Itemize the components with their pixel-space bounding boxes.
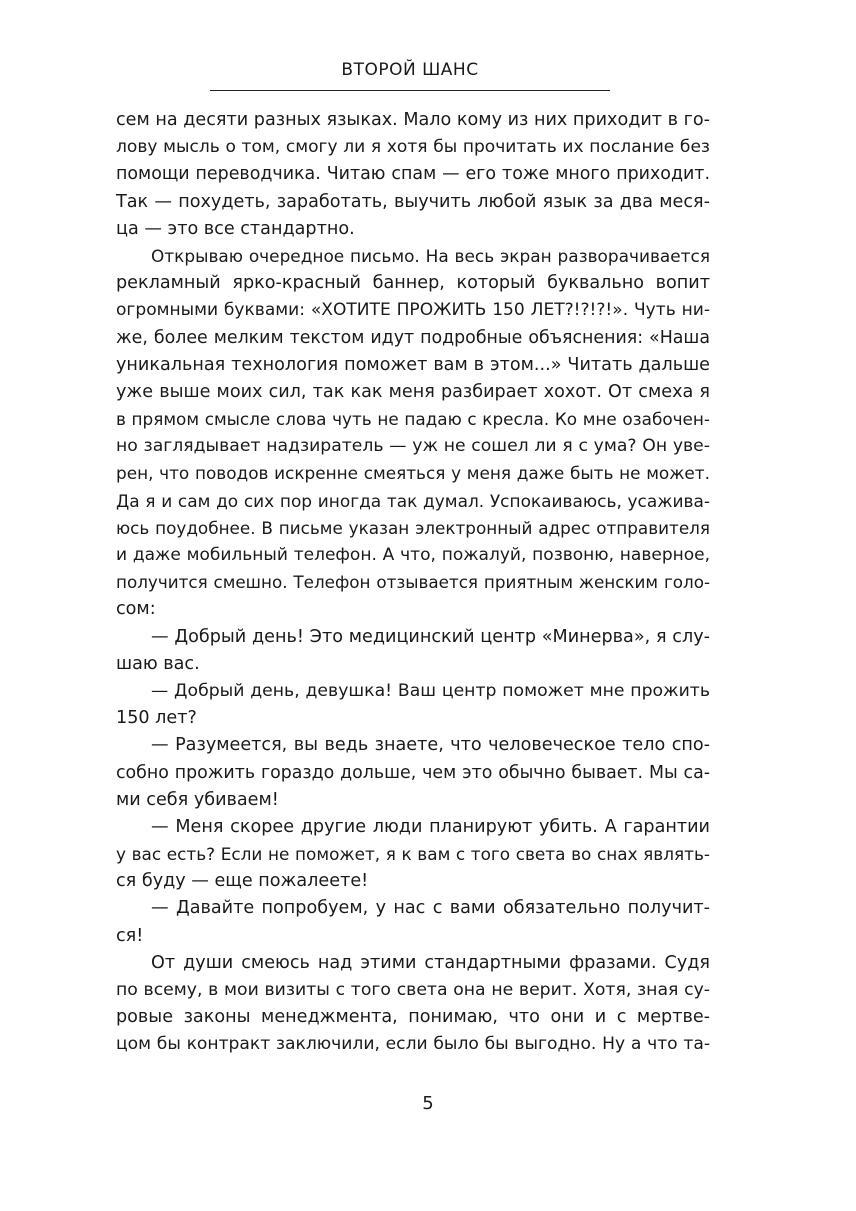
text-line: цом бы контракт заключили, если было бы выгодно. Ну а что та- — [116, 1034, 710, 1055]
text-line: ми себя убиваем! — [116, 789, 279, 810]
text-line: уже выше моих сил, так как меня разбирает хохот. От смеха я — [116, 381, 710, 402]
text-line: рен, что поводов искренне смеяться у меня даже быть не может. — [116, 463, 710, 484]
text-line: сем на десяти разных языках. Мало кому из них приходит в го- — [116, 110, 710, 130]
text-line: получится смешно. Телефон отзывается приятным женским голо- — [116, 572, 710, 593]
text-line: ровые законы менеджмента, понимаю, что они и с мертве- — [116, 1007, 710, 1028]
text-line: у вас есть? Если не поможет, я к вам с того света во снах являть- — [116, 844, 710, 865]
text-line: в прямом смысле слова чуть не падаю с кресла. Ко мне озабочен- — [116, 409, 710, 430]
text-line: но заглядывает надзиратель — уж не сошел ли я с ума? Он уве- — [116, 436, 710, 457]
text-line: сом: — [116, 599, 156, 620]
text-line: лову мысль о том, смогу ли я хотя бы прочитать их послание без — [116, 137, 710, 158]
dialogue-line: — Добрый день, девушка! Ваш центр поможет мне прожить — [151, 680, 710, 701]
text-line: 150 лет? — [116, 708, 197, 729]
text-line: помощи переводчика. Читаю спам — его тоже много приходит. — [116, 164, 710, 185]
dialogue-line: — Меня скорее другие люди планируют убить. А гарантии — [151, 816, 710, 837]
text-line: уникальная технология поможет вам в этом...» Читать дальше — [116, 354, 710, 375]
body-text — [116, 107, 710, 1059]
header-rule — [210, 90, 610, 91]
text-line: От души смеюсь над этими стандартными фразами. Судя — [151, 952, 710, 973]
text-line: же, более мелким текстом идут подробные объяснения: «Наша — [116, 327, 710, 348]
dialogue-line: — Разумеется, вы ведь знаете, что человеческое тело спо- — [151, 735, 710, 756]
text-line: шаю вас. — [116, 653, 200, 674]
dialogue-line: — Давайте попробуем, у нас с вами обязательно получит- — [151, 898, 710, 919]
dialogue-line: — Добрый день! Это медицинский центр «Минерва», я слу- — [151, 626, 710, 647]
text-line: и даже мобильный телефон. А что, пожалуй, позвоню, наверное, — [116, 545, 710, 565]
running-title: ВТОРОЙ ШАНС — [341, 60, 479, 80]
text-line: юсь поудобнее. В письме указан электронный адрес отправителя — [116, 517, 710, 538]
text-line: ся! — [116, 925, 144, 946]
text-line: ца — это все стандартно. — [116, 218, 355, 239]
text-line: Открываю очередное письмо. На весь экран разворачивается — [151, 245, 710, 266]
page-number: 5 — [422, 1093, 434, 1114]
text-line: Так — похудеть, заработать, выучить любой язык за два меся- — [116, 191, 710, 212]
text-line: рекламный ярко-красный баннер, который буквально вопит — [116, 273, 710, 294]
text-line: Да я и сам до сих пор иногда так думал. Успокаиваюсь, усажива- — [116, 490, 710, 511]
text-line: собно прожить гораздо дольше, чем это обычно бывает. Мы са- — [116, 762, 710, 783]
text-line: огромными буквами: «ХОТИТЕ ПРОЖИТЬ 150 ЛЕТ?!?!?!». Чуть ни- — [116, 300, 710, 321]
text-line: ся буду — еще пожалеете! — [116, 871, 369, 892]
text-line: по всему, в мои визиты с того света она не верит. Хотя, зная су- — [116, 980, 710, 1000]
